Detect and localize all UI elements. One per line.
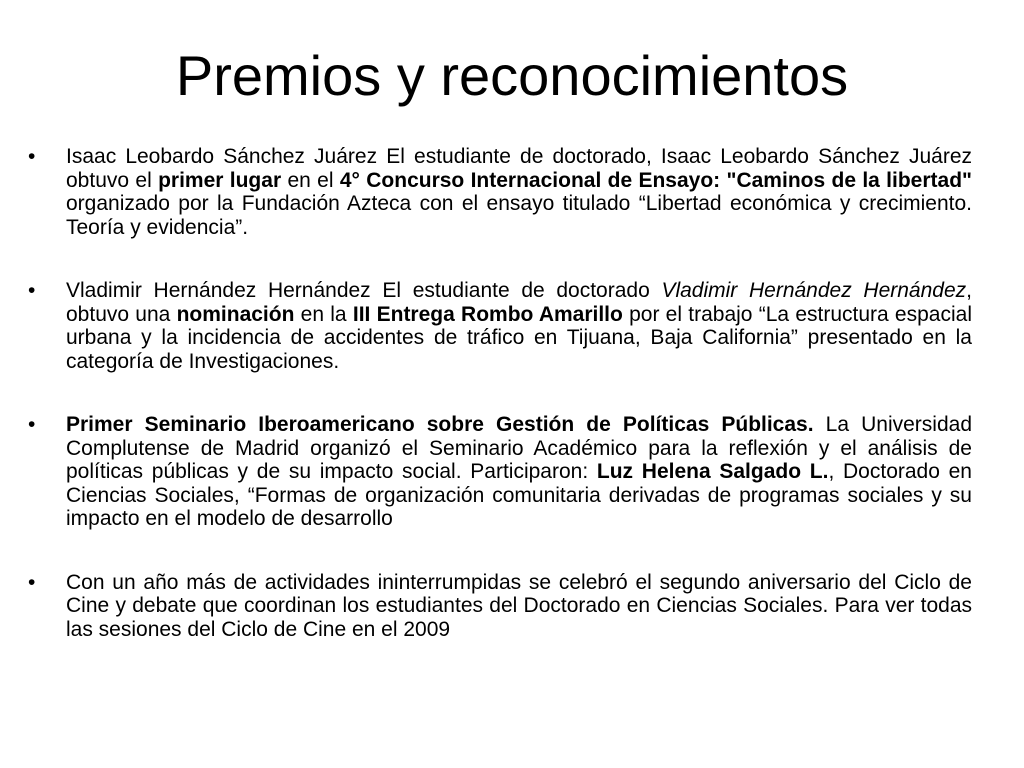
bullet-text: , obtuvo una — [66, 279, 972, 326]
bullet-item-award-first-place — [24, 145, 972, 239]
bullet-text: La Universidad Complutense de Madrid organizó el Seminario Académico para la reflexión y el análisis de políticas públicas y de su impacto social. Participaron: — [66, 413, 972, 483]
bullet-text-bold: Luz Helena Salgado L. — [596, 460, 829, 483]
bullet-point-icon: • — [28, 279, 36, 302]
slide-title: Premios y reconocimientos — [175, 44, 849, 107]
bullet-item-nomination — [24, 279, 972, 373]
bullet-text: Vladimir Hernández Hernández El estudiante de doctorado — [66, 279, 662, 302]
bullet-point-icon: • — [28, 413, 36, 436]
bullet-text: , Doctorado en Ciencias Sociales, “Formas de organización comunitaria derivadas de programas sociales y su impacto en el modelo de desarrollo — [66, 460, 972, 530]
bullet-text-bold: nominación — [176, 302, 295, 326]
bullet-text: organizado por la Fundación Azteca con el ensayo titulado “Libertad económica y crecimiento. Teoría y evidencia”. — [66, 192, 972, 239]
bullet-item-film-cycle — [24, 571, 972, 642]
bullet-text-bold: Primer Seminario Iberoamericano sobre Gestión de Políticas Públicas. — [66, 413, 814, 436]
bullet-point-icon: • — [28, 145, 36, 168]
bullet-list — [24, 145, 972, 681]
bullet-text: Con un año más de actividades ininterrumpidas se celebró el segundo aniversario del Ciclo de Cine y debate que coordinan los estudiantes del Doctorado en Ciencias Sociales. Para ver todas las sesiones del Ciclo de Cine en el 2009 — [66, 570, 972, 641]
bullet-point-icon: • — [28, 570, 36, 594]
bullet-text-bold: primer lugar — [158, 168, 282, 192]
bullet-text: por el trabajo “La estructura espacial urbana y la incidencia de accidentes de tráfico en Tijuana, Baja California” presentado en la categoría de Investigaciones. — [66, 302, 972, 373]
bullet-text: en la — [294, 302, 353, 326]
bullet-text: en el — [281, 168, 340, 192]
bullet-item-seminar — [24, 413, 972, 531]
bullet-text-bold: 4° Concurso Internacional de Ensayo: "Caminos de la libertad" — [339, 168, 972, 192]
bullet-text-bold: III Entrega Rombo Amarillo — [352, 302, 623, 326]
bullet-text: Isaac Leobardo Sánchez Juárez El estudiante de doctorado, Isaac Leobardo Sánchez Juárez obtuvo el — [66, 145, 972, 192]
bullet-text-italic: Vladimir Hernández Hernández — [661, 279, 967, 302]
